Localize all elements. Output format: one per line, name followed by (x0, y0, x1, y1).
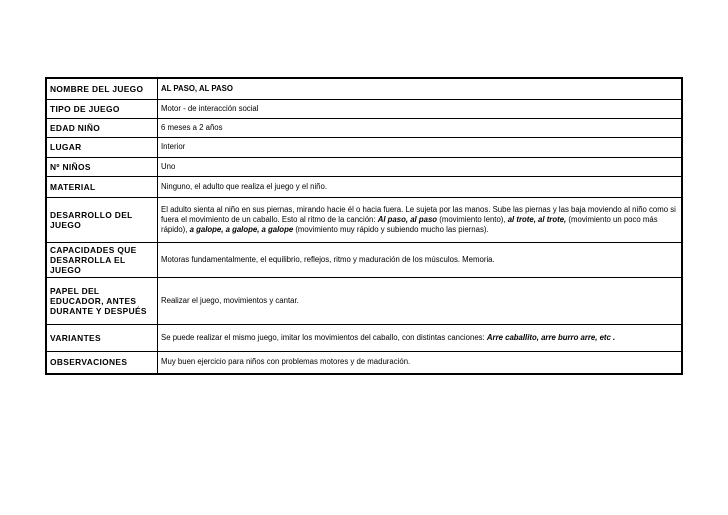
table-row (46, 277, 682, 324)
text-run: (movimiento un poco más rápido), (161, 214, 658, 234)
table-row (46, 351, 682, 374)
row-value: 6 meses a 2 años (158, 118, 683, 137)
song-lyric: Al paso, al paso (377, 214, 438, 224)
game-sheet (45, 77, 683, 375)
row-label: NOMBRE DEL JUEGO (46, 78, 158, 99)
table-row (46, 99, 682, 118)
row-label: OBSERVACIONES (46, 351, 158, 374)
table-row (46, 118, 682, 137)
row-label: MATERIAL (46, 176, 158, 197)
table-row (46, 324, 682, 351)
row-value: AL PASO, AL PASO (158, 78, 683, 99)
table-row (46, 197, 682, 242)
row-value (158, 197, 683, 242)
table-row (46, 137, 682, 157)
table-row (46, 78, 682, 99)
row-label: CAPACIDADES QUE DESARROLLA EL JUEGO (46, 242, 158, 277)
row-label: Nº NIÑOS (46, 157, 158, 176)
row-value: Motor - de interacción social (158, 99, 683, 118)
text-run: (movimiento muy rápido y subiendo mucho las piernas). (293, 224, 489, 234)
table-row (46, 242, 682, 277)
row-value (158, 324, 683, 351)
text-run: Se puede realizar el mismo juego, imitar los movimientos del caballo, con distintas canciones: (161, 332, 487, 342)
row-value: Interior (158, 137, 683, 157)
song-lyric: a galope, a galope, a galope (189, 224, 294, 234)
row-value: Muy buen ejercicio para niños con problemas motores y de maduración. (158, 351, 683, 374)
row-label: PAPEL DEL EDUCADOR, ANTES DURANTE Y DESPUÉS (46, 277, 158, 324)
row-value: Ninguno, el adulto que realiza el juego y el niño. (158, 176, 683, 197)
row-label: VARIANTES (46, 324, 158, 351)
row-label: EDAD NIÑO (46, 118, 158, 137)
text-run: (movimiento lento), (437, 214, 508, 224)
row-label: DESARROLLO DEL JUEGO (46, 197, 158, 242)
row-value: Uno (158, 157, 683, 176)
game-info-table (45, 77, 683, 375)
row-value: Motoras fundamentalmente, el equilibrio, reflejos, ritmo y maduración de los músculos. Memoria. (158, 242, 683, 277)
row-value: Realizar el juego, movimientos y cantar. (158, 277, 683, 324)
song-lyric: al trote, al trote, (507, 214, 567, 224)
row-label: LUGAR (46, 137, 158, 157)
table-row (46, 176, 682, 197)
row-label: TIPO DE JUEGO (46, 99, 158, 118)
table-row (46, 157, 682, 176)
song-list: Arre caballito, arre burro arre, etc . (486, 332, 616, 342)
text-run: El adulto sienta al niño en sus piernas, mirando hacie él o hacia fuera. Le sujeta por las manos. Sube las piernas y las baja moviendo al niño como si fuera el movimiento de un caballo. Esto al ritmo de la canción: (161, 204, 676, 224)
